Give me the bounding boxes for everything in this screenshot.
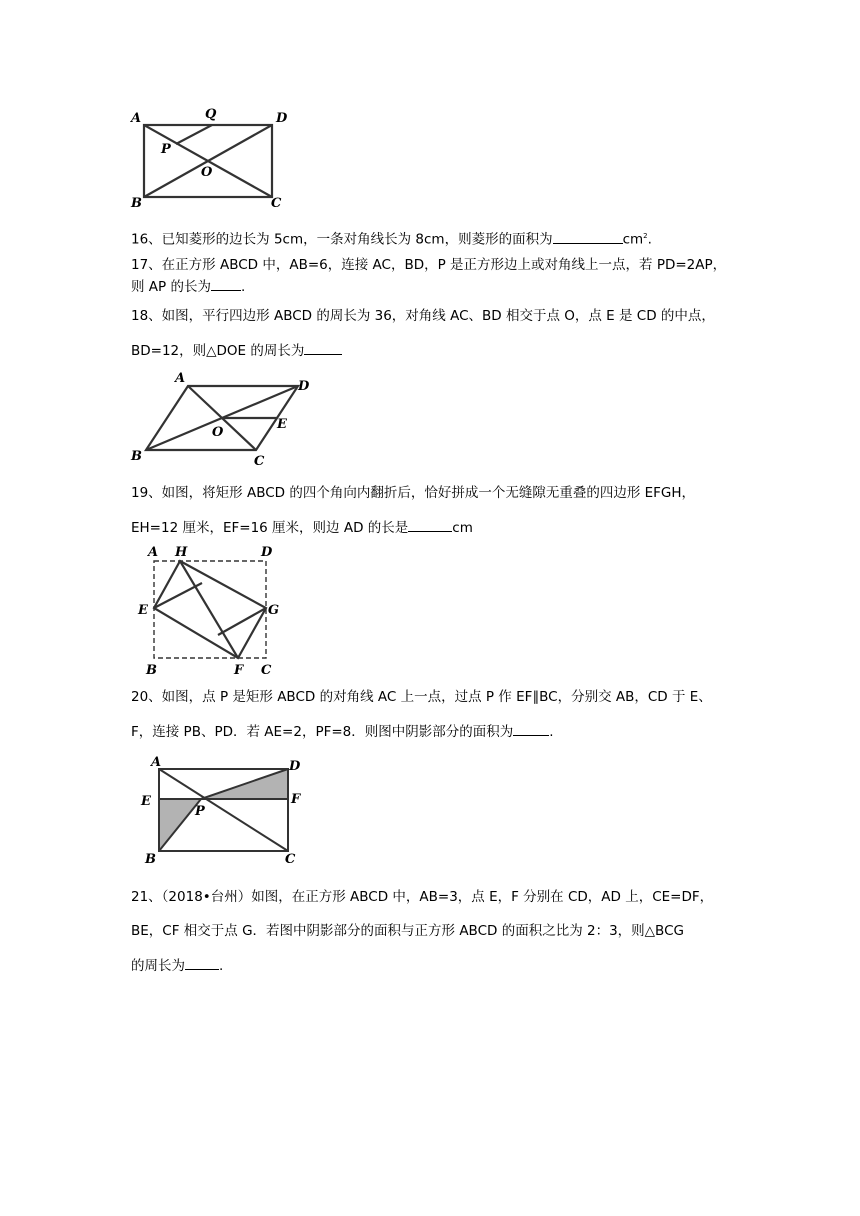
question-21-line-2: BE，CF 相交于点 G．若图中阴影部分的面积与正方形 ABCD 的面积之比为 2：3，则△BCG <box>131 923 684 939</box>
figure-rectangle-abcd-pq <box>128 104 303 212</box>
label-c: C <box>261 663 272 678</box>
period: . <box>219 958 224 974</box>
question-18-text: BD=12，则△DOE 的周长为 <box>131 343 305 359</box>
question-19-line-2 <box>131 517 473 538</box>
figure-parallelogram-abcd <box>128 368 318 472</box>
label-o: O <box>201 165 213 180</box>
label-d: D <box>276 111 288 126</box>
unit-superscript: 2 <box>643 232 648 240</box>
label-c: C <box>254 454 265 469</box>
answer-blank <box>211 276 241 291</box>
question-16-text: 16、已知菱形的边长为 5cm，一条对角线长为 8cm，则菱形的面积为 <box>131 231 553 248</box>
answer-blank <box>185 955 219 970</box>
label-c: C <box>285 852 296 867</box>
label-b: B <box>131 449 142 464</box>
answer-blank <box>304 340 342 355</box>
unit: cm <box>622 231 644 248</box>
label-e: E <box>277 417 287 432</box>
label-b: B <box>145 852 156 867</box>
question-19-text: EH=12 厘米，EF=16 厘米，则边 AD 的长是 <box>131 520 409 536</box>
question-18-line-2 <box>131 340 342 361</box>
label-d: D <box>261 545 273 560</box>
label-a: A <box>131 111 142 126</box>
label-e: E <box>141 794 151 809</box>
label-b: B <box>146 663 157 678</box>
question-17-line-2 <box>131 276 245 297</box>
label-f: F <box>234 663 244 678</box>
question-17-line-1: 17、在正方形 ABCD 中，AB=6，连接 AC，BD，P 是正方形边上或对角线上一点，若 PD=2AP， <box>131 257 727 273</box>
label-c: C <box>271 196 282 211</box>
question-19-line-1: 19、如图，将矩形 ABCD 的四个角向内翻折后，恰好拼成一个无缝隙无重叠的四边形 EFGH， <box>131 485 696 501</box>
answer-blank <box>553 229 623 244</box>
figure-rectangle-shaded <box>128 752 308 868</box>
label-d: D <box>298 379 310 394</box>
figure-folded-rectangle-efgh <box>128 540 288 680</box>
question-18-line-1: 18、如图，平行四边形 ABCD 的周长为 36，对角线 AC、BD 相交于点 O，点 E 是 CD 的中点， <box>131 308 715 324</box>
label-f: F <box>291 792 301 807</box>
answer-blank <box>408 517 452 532</box>
question-20-line-1: 20、如图，点 P 是矩形 ABCD 的对角线 AC 上一点，过点 P 作 EF∥BC，分别交 AB，CD 于 E、 <box>131 689 712 705</box>
label-g: G <box>268 603 280 618</box>
label-a: A <box>151 755 162 770</box>
question-20-line-2 <box>131 721 554 742</box>
unit: cm <box>452 520 473 536</box>
label-a: A <box>175 371 186 386</box>
period: . <box>647 231 652 248</box>
question-20-text: F，连接 PB、PD．若 AE=2，PF=8．则图中阴影部分的面积为 <box>131 724 514 740</box>
answer-blank <box>513 721 549 736</box>
question-17-text: 则 AP 的长为 <box>131 279 211 295</box>
period: . <box>549 724 554 740</box>
question-21-line-1: 21、（2018•台州）如图，在正方形 ABCD 中，AB=3，点 E，F 分别在 CD，AD 上，CE=DF， <box>131 889 714 905</box>
label-o: O <box>212 425 224 440</box>
question-21-line-3 <box>131 955 223 976</box>
label-d: D <box>289 759 301 774</box>
question-16 <box>131 226 652 250</box>
question-21-text: 的周长为 <box>131 958 185 974</box>
label-q: Q <box>205 107 217 122</box>
label-e: E <box>138 603 148 618</box>
period: . <box>240 279 246 295</box>
label-p: P <box>195 804 205 819</box>
label-b: B <box>131 196 142 211</box>
label-p: P <box>161 142 171 157</box>
label-h: H <box>175 545 188 560</box>
label-a: A <box>148 545 159 560</box>
